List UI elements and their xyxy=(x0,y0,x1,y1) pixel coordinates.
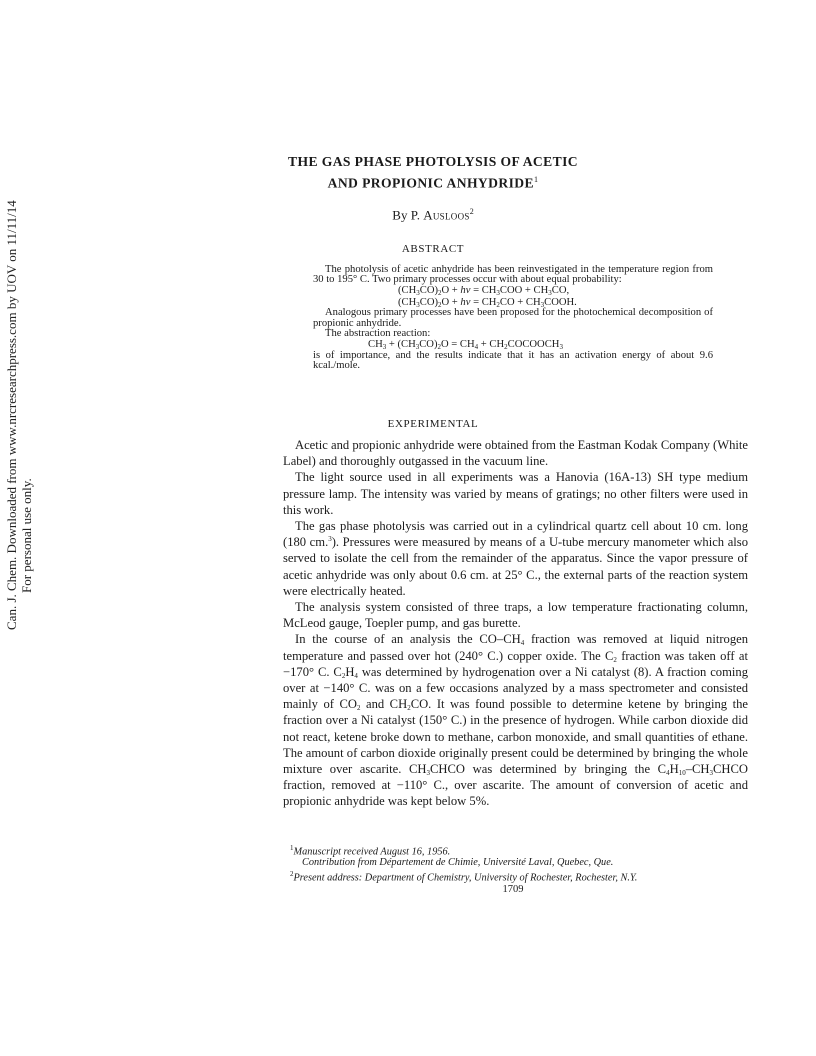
author-name: P. Ausloos xyxy=(410,207,470,223)
equation-1: $(CH_3CO)_2O + h\nu = CH_3COO + CH_3CO$, xyxy=(398,285,570,298)
body-para-5: In the course of an analysis the $CO-CH_4$ fraction was removed at liquid nitrogen temperature and passed over hot (240° C.) copper oxide. The $C_2$ fraction was taken off at −170° C. $C_2H_4$ was determined by hydrogenation over a Ni catalyst (8). A fraction coming over at −140° C. was on a few occasions analyzed by a mass spectrometer and consisted mainly of $CO_2$ and $CH_2CO$. It was found possible to determine ketene by bringing the fraction over a Ni catalyst (150° C.) in the presence of hydrogen. While carbon dioxide did not react, ketene broke down to methane, carbon monoxide, and small quantities of ethane. The amount of carbon dioxide originally present could be determined by bringing the whole mixture over ascarite. $CH_3CHCO$ was determined by bringing the $C_4H_{10}-CH_3CHCO$ fraction, removed at −110° C., over ascarite. The amount of conversion of acetic and propionic anhydride was kept below 5%. xyxy=(283,632,749,809)
abstract-heading: ABSTRACT xyxy=(401,243,465,255)
abstract-para-4: is of importance, and the results indicate that it has an activation energy of about 9.6 kcal./mole. xyxy=(313,349,713,371)
experimental-body xyxy=(283,437,748,810)
experimental-heading: EXPERIMENTAL xyxy=(387,418,479,430)
author-byline xyxy=(283,207,583,223)
body-para-2: The light source used in all experiments was a Hanovia (16A-13) SH type medium pressure lamp. The intensity was varied by means of gratings; no other filters were used in this work. xyxy=(283,470,748,517)
abstract xyxy=(313,265,713,371)
download-watermark xyxy=(2,200,34,630)
byline-by: By xyxy=(392,207,408,223)
article-title xyxy=(283,153,583,193)
body-para-4: The analysis system consisted of three traps, a low temperature fractionating column, McLeod gauge, Toepler pump, and gas burette. xyxy=(283,600,748,631)
body-para-1: Acetic and propionic anhydride were obtained from the Eastman Kodak Company (White Label) and thoroughly outgassed in the vacuum line. xyxy=(283,438,748,469)
abstract-para-2: Analogous primary processes have been proposed for the photochemical decomposition of propionic anhydride. xyxy=(313,307,713,329)
body-para-3: The gas phase photolysis was carried out in a cylindrical quartz cell about 10 cm. long (180 cm.$^3$). Pressures were measured by means of a U-tube mercury manometer which also served to isolate the cell from the remainder of the apparatus. Since the vapor pressure of acetic anhydride was only about 0.6 cm. at 25° C., the external parts of the reaction system were electrically heated. xyxy=(283,519,748,598)
title-footnote-mark: 1 xyxy=(533,175,539,184)
abstract-para-3: The abstraction reaction: xyxy=(325,327,431,339)
footnote-2: $^2$Present address: Department of Chemistry, University of Rochester, Rochester, N.Y. xyxy=(290,870,638,884)
author-footnote-mark: 2 xyxy=(469,207,474,216)
footnote-1: $^1$Manuscript received August 16, 1956. xyxy=(290,844,451,858)
abstract-para-1: The photolysis of acetic anhydride has been reinvestigated in the temperature region from 30 to 195° C. Two primary processes occur with about equal probability: xyxy=(313,264,713,286)
footnotes xyxy=(290,843,750,884)
personal-use-notice: For personal use only. xyxy=(19,478,34,593)
footnote-1-contribution: Contribution from Département de Chimie, Université Laval, Quebec, Que. xyxy=(302,857,614,869)
download-notice: Can. J. Chem. Downloaded from www.nrcresearchpress.com by UOV on 11/11/14 xyxy=(4,200,19,630)
equation-2: $(CH_3CO)_2O + h\nu = CH_2CO$ + $CH_3COOH$. xyxy=(398,296,577,309)
title-line-2: AND PROPIONIC ANHYDRIDE xyxy=(327,175,534,191)
equation-3: $CH_3 + (CH_3CO)_2O = CH_4$ + $CH_2COCOOCH_3$ xyxy=(368,339,563,352)
page-number: 1709 xyxy=(502,884,524,895)
title-line-1: THE GAS PHASE PHOTOLYSIS OF ACETIC xyxy=(288,154,578,169)
